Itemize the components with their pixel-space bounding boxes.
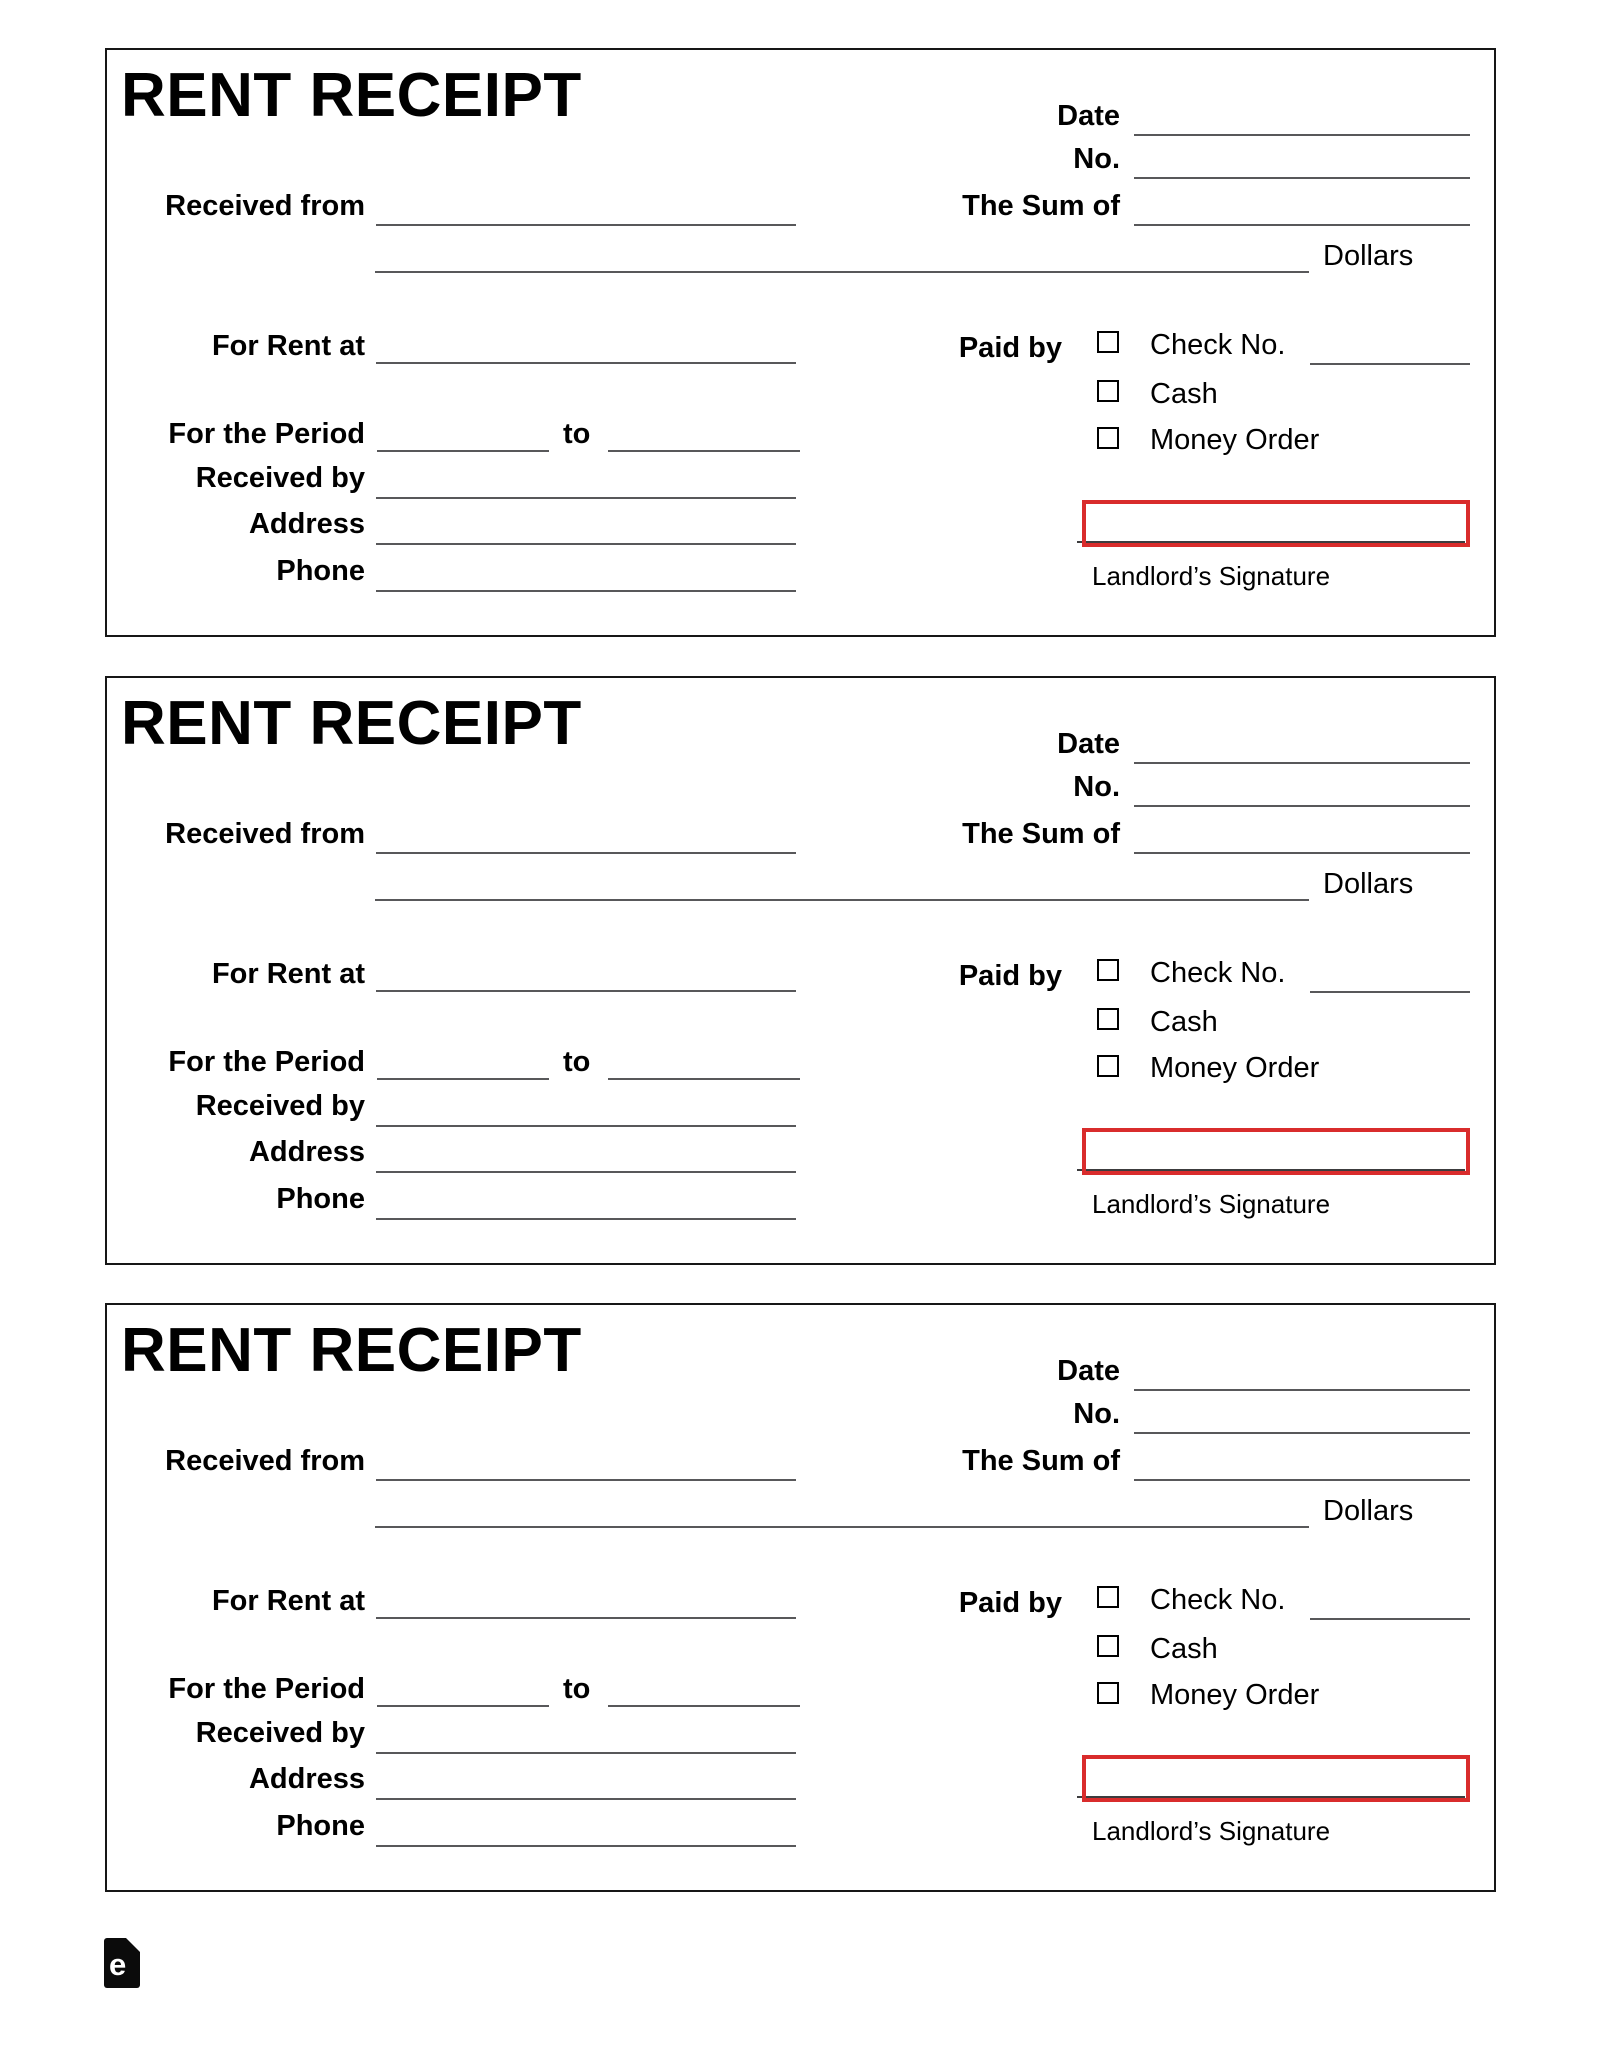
for-rent-at-input-line[interactable] <box>376 362 796 364</box>
logo-letter: e <box>109 1947 127 1982</box>
paid-by-label: Paid by <box>958 960 1062 992</box>
phone-input-line[interactable] <box>376 1845 796 1847</box>
money-order-option-label: Money Order <box>1150 424 1320 456</box>
sum-label: The Sum of <box>962 190 1120 222</box>
money-order-option-label: Money Order <box>1150 1679 1320 1711</box>
dollars-label: Dollars <box>1323 240 1414 272</box>
date-input-line[interactable] <box>1134 762 1470 764</box>
address-input-line[interactable] <box>376 543 796 545</box>
sum-input-line[interactable] <box>1134 1479 1470 1481</box>
received-by-label: Received by <box>195 462 365 494</box>
for-rent-at-label: For Rent at <box>211 958 365 990</box>
for-the-period-label: For the Period <box>168 418 365 450</box>
amount-in-words-input-line[interactable] <box>375 1526 1309 1528</box>
address-input-line[interactable] <box>376 1171 796 1173</box>
check-no-checkbox[interactable] <box>1097 331 1119 353</box>
check-no-checkbox[interactable] <box>1097 1586 1119 1608</box>
signature-box[interactable] <box>1082 1755 1470 1802</box>
for-the-period-label: For the Period <box>168 1673 365 1705</box>
period-to-input-line[interactable] <box>608 450 800 452</box>
dollars-label: Dollars <box>1323 1495 1414 1527</box>
receipt-number-label: No. <box>1073 143 1120 175</box>
phone-input-line[interactable] <box>376 1218 796 1220</box>
receipt-title: RENT RECEIPT <box>121 689 582 758</box>
money-order-checkbox[interactable] <box>1097 1055 1119 1077</box>
landlords-signature-label: Landlord’s Signature <box>1092 561 1331 591</box>
for-rent-at-label: For Rent at <box>211 1585 365 1617</box>
check-no-checkbox[interactable] <box>1097 959 1119 981</box>
sum-input-line[interactable] <box>1134 852 1470 854</box>
folded-corner-flap-icon <box>128 1941 137 1950</box>
received-by-label: Received by <box>195 1717 365 1749</box>
period-from-input-line[interactable] <box>377 1705 549 1707</box>
received-by-input-line[interactable] <box>376 1752 796 1754</box>
cash-option-label: Cash <box>1150 378 1218 410</box>
for-rent-at-label: For Rent at <box>211 330 365 362</box>
phone-label: Phone <box>276 1810 365 1842</box>
received-from-label: Received from <box>165 190 365 222</box>
check-no-input-line[interactable] <box>1310 991 1470 993</box>
cash-checkbox[interactable] <box>1097 380 1119 402</box>
for-the-period-label: For the Period <box>168 1046 365 1078</box>
amount-in-words-input-line[interactable] <box>375 271 1309 273</box>
check-no-option-label: Check No. <box>1150 329 1286 361</box>
received-from-input-line[interactable] <box>376 1479 796 1481</box>
receipt-title: RENT RECEIPT <box>121 1316 582 1385</box>
signature-box[interactable] <box>1082 1128 1470 1175</box>
to-label: to <box>563 1673 591 1705</box>
for-rent-at-input-line[interactable] <box>376 990 796 992</box>
received-from-label: Received from <box>165 818 365 850</box>
phone-label: Phone <box>276 1183 365 1215</box>
phone-input-line[interactable] <box>376 590 796 592</box>
check-no-input-line[interactable] <box>1310 1618 1470 1620</box>
paid-by-label: Paid by <box>958 332 1062 364</box>
received-by-input-line[interactable] <box>376 1125 796 1127</box>
check-no-input-line[interactable] <box>1310 363 1470 365</box>
for-rent-at-input-line[interactable] <box>376 1617 796 1619</box>
eforms-logo-icon <box>104 1938 140 1988</box>
cash-option-label: Cash <box>1150 1006 1218 1038</box>
sum-label: The Sum of <box>962 818 1120 850</box>
receipt-number-label: No. <box>1073 1398 1120 1430</box>
money-order-checkbox[interactable] <box>1097 1682 1119 1704</box>
received-from-label: Received from <box>165 1445 365 1477</box>
sum-label: The Sum of <box>962 1445 1120 1477</box>
landlords-signature-label: Landlord’s Signature <box>1092 1189 1331 1219</box>
cash-checkbox[interactable] <box>1097 1635 1119 1657</box>
cash-option-label: Cash <box>1150 1633 1218 1665</box>
money-order-option-label: Money Order <box>1150 1052 1320 1084</box>
check-no-option-label: Check No. <box>1150 957 1286 989</box>
receipt-number-input-line[interactable] <box>1134 805 1470 807</box>
phone-label: Phone <box>276 555 365 587</box>
address-label: Address <box>248 1763 365 1795</box>
amount-in-words-input-line[interactable] <box>375 899 1309 901</box>
dollars-label: Dollars <box>1323 868 1414 900</box>
received-from-input-line[interactable] <box>376 224 796 226</box>
cash-checkbox[interactable] <box>1097 1008 1119 1030</box>
sum-input-line[interactable] <box>1134 224 1470 226</box>
period-from-input-line[interactable] <box>377 450 549 452</box>
date-input-line[interactable] <box>1134 134 1470 136</box>
money-order-checkbox[interactable] <box>1097 427 1119 449</box>
period-to-input-line[interactable] <box>608 1078 800 1080</box>
received-by-input-line[interactable] <box>376 497 796 499</box>
received-by-label: Received by <box>195 1090 365 1122</box>
period-from-input-line[interactable] <box>377 1078 549 1080</box>
period-to-input-line[interactable] <box>608 1705 800 1707</box>
receipt-title: RENT RECEIPT <box>121 61 582 130</box>
landlords-signature-label: Landlord’s Signature <box>1092 1816 1331 1846</box>
receipt-number-input-line[interactable] <box>1134 177 1470 179</box>
rent-receipt-block-1 <box>105 48 1496 637</box>
rent-receipt-block-3 <box>105 1303 1496 1892</box>
date-label: Date <box>1057 100 1120 132</box>
address-label: Address <box>248 1136 365 1168</box>
receipt-number-input-line[interactable] <box>1134 1432 1470 1434</box>
to-label: to <box>563 418 591 450</box>
paid-by-label: Paid by <box>958 1587 1062 1619</box>
date-label: Date <box>1057 1355 1120 1387</box>
address-input-line[interactable] <box>376 1798 796 1800</box>
date-input-line[interactable] <box>1134 1389 1470 1391</box>
date-label: Date <box>1057 728 1120 760</box>
rent-receipt-block-2 <box>105 676 1496 1265</box>
received-from-input-line[interactable] <box>376 852 796 854</box>
to-label: to <box>563 1046 591 1078</box>
check-no-option-label: Check No. <box>1150 1584 1286 1616</box>
signature-box[interactable] <box>1082 500 1470 547</box>
address-label: Address <box>248 508 365 540</box>
receipt-number-label: No. <box>1073 771 1120 803</box>
